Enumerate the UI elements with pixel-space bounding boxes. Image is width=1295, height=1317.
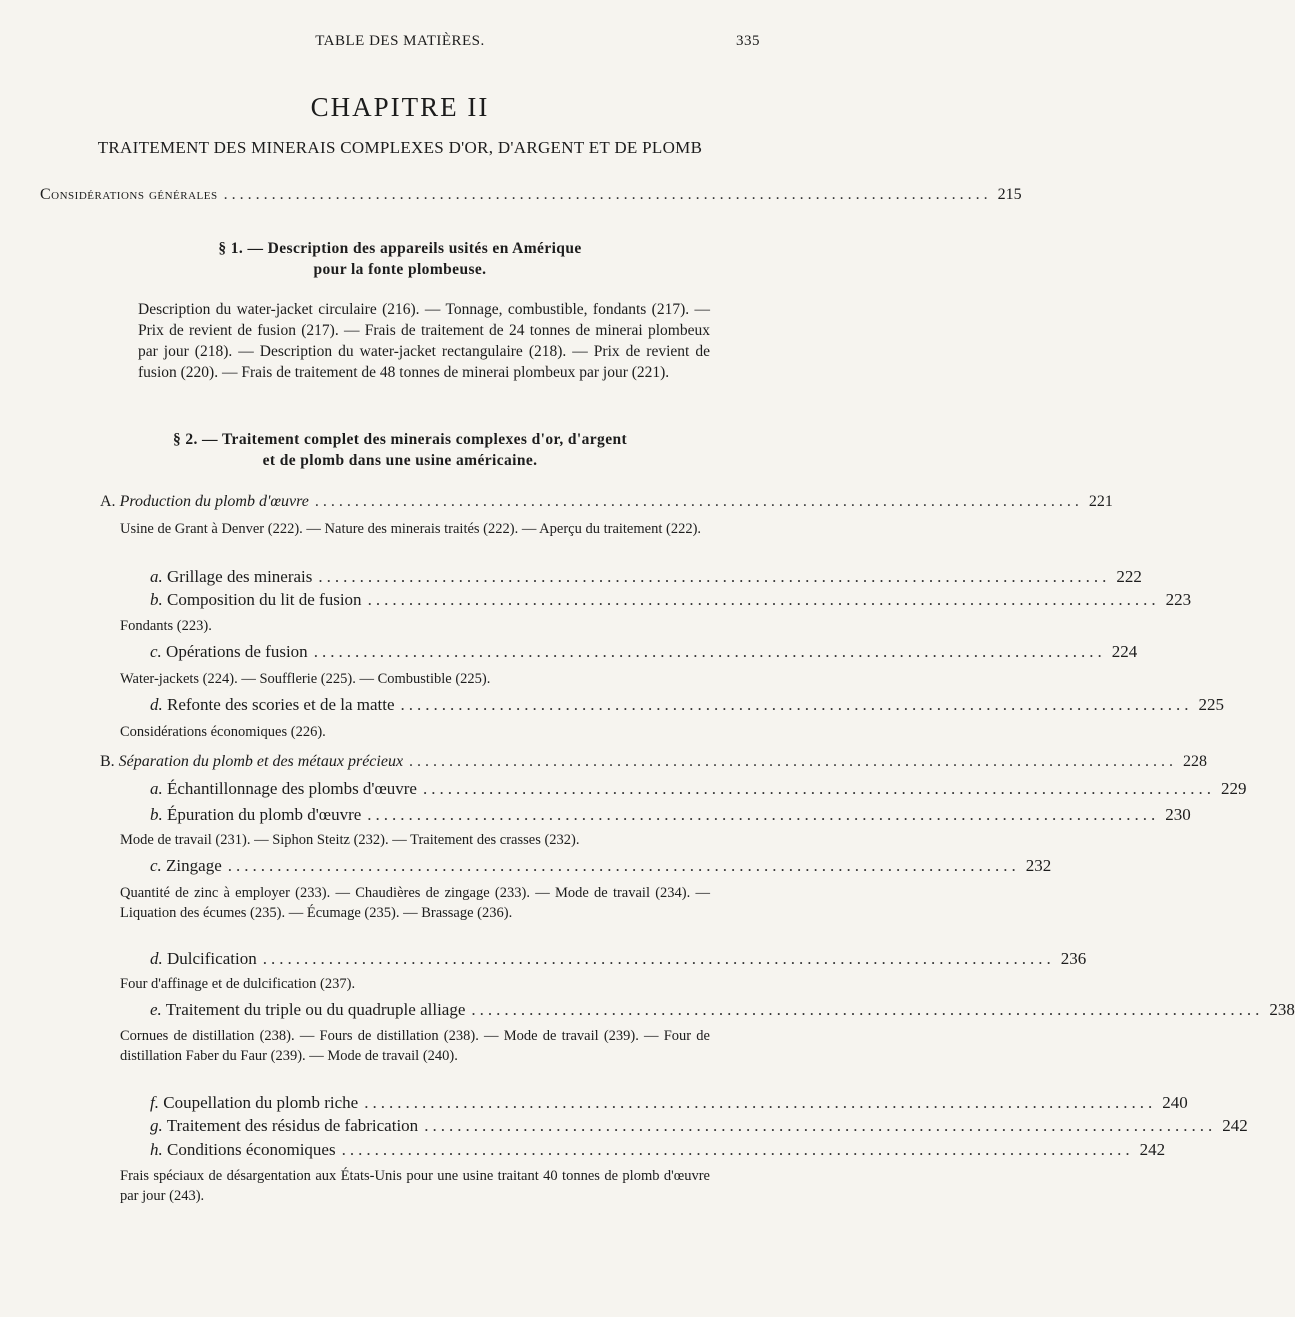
item-letter: d. (150, 695, 163, 714)
item-letter: f. (150, 1093, 159, 1112)
toc-entry-b-g (150, 1116, 1248, 1136)
toc-entry-a-c (150, 642, 1138, 662)
item-label: Refonte des scories et de la matte (167, 695, 395, 714)
item-letter: c. (150, 856, 162, 875)
toc-page: 240 (1162, 1093, 1188, 1112)
item-label: Traitement du triple ou du quadruple alliage (165, 1000, 466, 1019)
part-letter: A. (100, 493, 116, 510)
toc-label (150, 1093, 358, 1113)
section-heading-line: § 1. — Description des appareils usités en Amérique (218, 240, 582, 257)
chapter-title: CHAPITRE II (310, 92, 490, 122)
part-a-description: Usine de Grant à Denver (222). — Nature des minerais traités (222). — Aperçu du traitement (222). (120, 521, 702, 537)
section-1-heading (60, 238, 740, 280)
item-description: Cornues de distillation (238). — Fours de distillation (238). — Mode de travail (239). — Four de distillation Faber du Faur (239). — Mode de travail (240). (120, 1028, 710, 1064)
toc-page: 238 (1269, 1000, 1295, 1019)
toc-entry-b-e (150, 1000, 1295, 1020)
toc-label (150, 1116, 418, 1136)
item-description: Water-jackets (224). — Soufflerie (225). — Combustible (225). (120, 671, 491, 687)
item-label: Dulcification (167, 949, 257, 968)
toc-page: 242 (1139, 1140, 1166, 1159)
item-label: Composition du lit de fusion (167, 590, 362, 609)
toc-entry-b-a (150, 779, 1247, 799)
toc-label (150, 856, 222, 876)
toc-page: 228 (1183, 753, 1208, 770)
item-description: Frais spéciaux de désargentation aux États-Unis pour une usine traitant 40 tonnes de plomb d'œuvre par jour (243). (120, 1168, 710, 1204)
toc-label (150, 590, 362, 610)
toc-page: 230 (1165, 805, 1191, 824)
toc-entry-a-b (150, 590, 1192, 610)
toc-page: 236 (1060, 949, 1087, 968)
section-heading-line: § 2. — Traitement complet des minerais complexes d'or, d'argent (172, 431, 628, 448)
leader-dots: ................................................................................................ (262, 949, 1055, 968)
item-label: Traitement des résidus de fabrication (166, 1116, 419, 1135)
toc-label (100, 753, 403, 771)
leader-dots: ................................................................................................ (318, 567, 1111, 586)
item-label: Épuration du plomb d'œuvre (167, 805, 362, 824)
page-number: 335 (736, 33, 760, 49)
chapter-subtitle: TRAITEMENT DES MINERAIS COMPLEXES D'OR, D'ARGENT ET DE PLOMB (97, 138, 703, 157)
leader-dots: ................................................................................................ (364, 1093, 1157, 1112)
running-header (0, 33, 800, 55)
leader-dots: ................................................................................................ (314, 493, 1083, 510)
item-label: Zingage (166, 856, 222, 875)
leader-dots: ................................................................................................ (227, 856, 1020, 875)
toc-page: 242 (1222, 1116, 1248, 1135)
item-label: Grillage des minerais (167, 567, 313, 586)
leader-dots: ................................................................................................ (367, 590, 1160, 609)
item-label: Échantillonnage des plombs d'œuvre (167, 779, 417, 798)
item-letter: b. (150, 805, 163, 824)
toc-entry-b-f (150, 1093, 1188, 1113)
toc-entry-b-c (150, 856, 1052, 876)
toc-entry-b-h (150, 1140, 1166, 1160)
item-letter: b. (150, 590, 163, 609)
toc-label (150, 642, 308, 662)
item-description: Mode de travail (231). — Siphon Steitz (232). — Traitement des crasses (232). (120, 832, 580, 848)
section-heading-line: et de plomb dans une usine américaine. (262, 452, 538, 469)
item-letter: e. (150, 1000, 162, 1019)
item-description: Considérations économiques (226). (120, 724, 326, 740)
item-description: Fondants (223). (120, 618, 212, 634)
part-letter: B. (100, 753, 115, 770)
toc-entry-b-b (150, 805, 1191, 825)
toc-label (150, 949, 257, 969)
leader-dots: ................................................................................................ (409, 753, 1178, 770)
item-letter: d. (150, 949, 163, 968)
toc-page: 222 (1116, 567, 1142, 586)
toc-label (100, 493, 309, 511)
toc-page: 224 (1111, 642, 1138, 661)
section-heading-line: pour la fonte plombeuse. (313, 261, 487, 278)
leader-dots: ................................................................................................ (400, 695, 1193, 714)
toc-label (150, 695, 395, 715)
toc-entry-part-a (100, 493, 1113, 511)
item-letter: c. (150, 642, 162, 661)
toc-page: 225 (1198, 695, 1225, 714)
leader-dots: ................................................................................................ (424, 1116, 1217, 1135)
section-2-heading (40, 429, 760, 471)
toc-page: 215 (997, 186, 1022, 203)
leader-dots: ................................................................................................ (471, 1000, 1264, 1019)
item-description: Four d'affinage et de dulcification (237). (120, 976, 356, 992)
toc-label (150, 567, 312, 587)
running-title: TABLE DES MATIÈRES. (315, 33, 485, 49)
leader-dots: ................................................................................................ (422, 779, 1215, 798)
toc-label: Considérations générales (40, 186, 218, 203)
item-label: Opérations de fusion (166, 642, 308, 661)
leader-dots: ................................................................................................ (341, 1140, 1134, 1159)
toc-label (150, 1000, 465, 1020)
item-letter: h. (150, 1140, 163, 1159)
toc-page: 223 (1165, 590, 1192, 609)
item-letter: g. (150, 1116, 163, 1135)
leader-dots: ................................................................................................ (367, 805, 1160, 824)
item-description: Quantité de zinc à employer (233). — Chaudières de zingage (233). — Mode de travail (234). — Liquation des écumes (235). — Écumage (235). — Brassage (236). (120, 885, 710, 921)
toc-label (150, 1140, 336, 1160)
toc-page: 229 (1220, 779, 1247, 798)
toc-label (150, 779, 417, 799)
toc-page: 232 (1025, 856, 1052, 875)
part-title: Production du plomb d'œuvre (119, 493, 309, 510)
section-1-description: Description du water-jacket circulaire (216). — Tonnage, combustible, fondants (217). — Prix de revient de fusion (217). — Frais de traitement de 24 tonnes de minerai plombeux par jour (218). — Description du water-jacket rectangulaire (218). — Prix de revient de fusion (220). — Frais de traitement de 48 tonnes de minerai plombeux par jour (221). (138, 301, 710, 381)
toc-entry-considerations (40, 186, 1022, 204)
item-label: Coupellation du plomb riche (163, 1093, 359, 1112)
part-title: Séparation du plomb et des métaux précieux (118, 753, 404, 770)
toc-label (150, 805, 361, 825)
toc-entry-a-a (150, 567, 1142, 587)
leader-dots: ................................................................................................ (223, 186, 992, 203)
item-letter: a. (150, 779, 163, 798)
item-label: Conditions économiques (167, 1140, 336, 1159)
toc-entry-a-d (150, 695, 1225, 715)
toc-entry-b-d (150, 949, 1087, 969)
toc-entry-part-b (100, 753, 1208, 771)
toc-page: 221 (1088, 493, 1113, 510)
leader-dots: ................................................................................................ (313, 642, 1106, 661)
item-letter: a. (150, 567, 163, 586)
